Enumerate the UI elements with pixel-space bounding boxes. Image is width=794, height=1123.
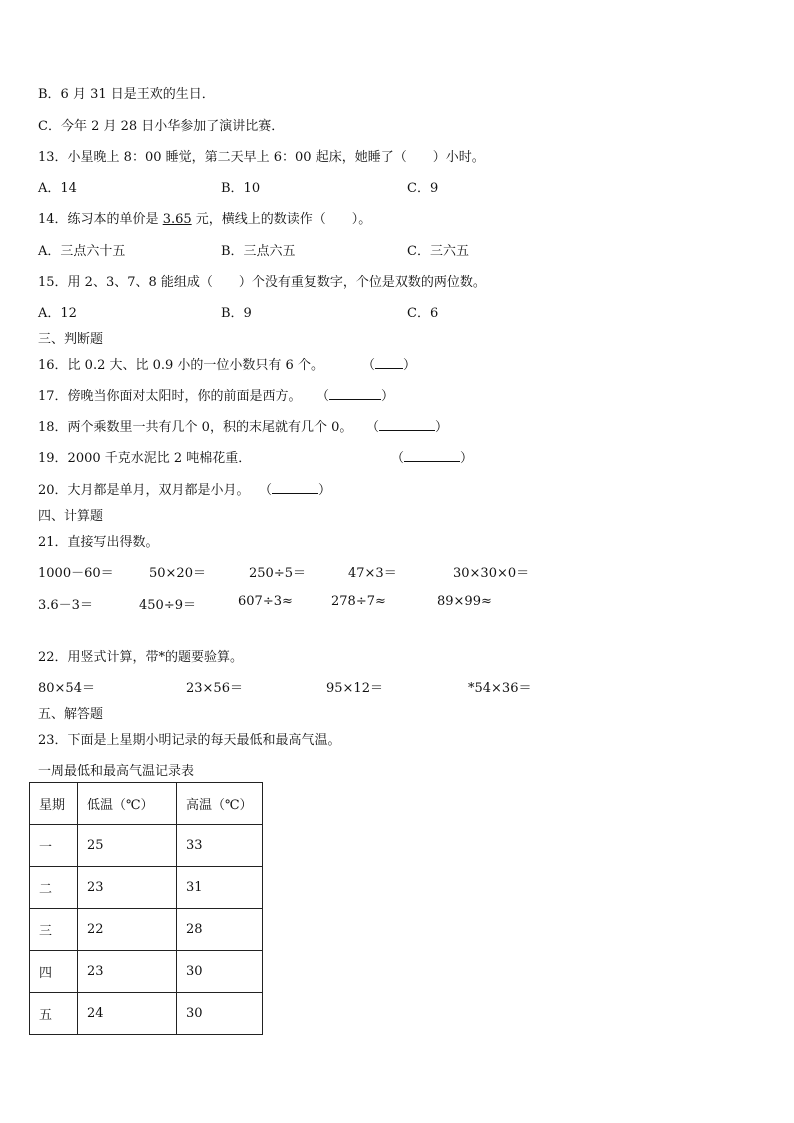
q21-text: 21．直接写出得数。 — [38, 535, 159, 550]
table-cell-day: 三 — [30, 909, 78, 951]
close-paren: ） — [318, 483, 332, 498]
table-header-cell: 低温（℃） — [78, 783, 177, 825]
table-title: 一周最低和最高气温记录表 — [38, 764, 195, 779]
section-4-heading: 四、计算题 — [38, 509, 104, 524]
section-3-heading: 三、判断题 — [38, 332, 104, 347]
q14-underlined-number: 3.65 — [162, 212, 192, 227]
close-paren: ） — [460, 451, 474, 466]
q16-text: 16．比 0.2 大、比 0.9 小的一位小数只有 6 个。 — [38, 358, 324, 373]
calc21-item: 47×3＝ — [348, 566, 397, 581]
close-paren: ） — [403, 358, 417, 373]
table-cell-low: 25 — [78, 825, 177, 867]
q14-text-end: 元，横线上的数读作（ ）。 — [191, 212, 372, 227]
calc21-item: 3.6－3＝ — [38, 598, 93, 613]
calc22-item: 80×54＝ — [38, 681, 95, 696]
calc21-item: 89×99≈ — [437, 594, 492, 609]
q15-option-a: A．12 — [38, 306, 77, 321]
table-cell-low: 24 — [78, 993, 177, 1035]
q15-option-c: C．6 — [407, 306, 439, 321]
q13-text: 13．小星晚上 8：00 睡觉，第二天早上 6：00 起床，她睡了（ ）小时。 — [38, 150, 485, 165]
q14-text — [38, 208, 371, 227]
calc21-item: 450÷9＝ — [139, 598, 196, 613]
q17-text: 17．傍晚当你面对太阳时，你的前面是西方。 — [38, 389, 302, 404]
open-paren: （ — [316, 389, 330, 404]
table-cell-high: 33 — [177, 825, 263, 867]
calc21-item: 250÷5＝ — [249, 566, 306, 581]
open-paren: （ — [362, 358, 376, 373]
q17-answer-blank[interactable] — [316, 385, 394, 404]
table-row — [30, 993, 263, 1035]
table-header-row — [30, 783, 263, 825]
table-row — [30, 951, 263, 993]
table-cell-low: 23 — [78, 867, 177, 909]
q13-option-c: C．9 — [407, 181, 439, 196]
table-cell-day: 四 — [30, 951, 78, 993]
calc21-item: 30×30×0＝ — [453, 566, 530, 581]
table-cell-day: 一 — [30, 825, 78, 867]
q12-option-b: B．6 月 31 日是王欢的生日． — [38, 87, 215, 102]
open-paren: （ — [259, 483, 273, 498]
temperature-table — [29, 782, 263, 1035]
close-paren: ） — [381, 389, 395, 404]
table-cell-day: 二 — [30, 867, 78, 909]
answer-underline — [272, 481, 318, 494]
table-cell-high: 30 — [177, 951, 263, 993]
q14-text-start: 14．练习本的单价是 — [38, 212, 163, 227]
calc21-item: 1000－60＝ — [38, 566, 114, 581]
q18-answer-blank[interactable] — [366, 416, 448, 435]
q15-text: 15．用 2、3、7、8 能组成（ ）个没有重复数字，个位是双数的两位数。 — [38, 275, 486, 290]
close-paren: ） — [435, 420, 449, 435]
table-cell-high: 30 — [177, 993, 263, 1035]
q23-text: 23．下面是上星期小明记录的每天最低和最高气温。 — [38, 733, 341, 748]
table-cell-low: 22 — [78, 909, 177, 951]
table-cell-low: 23 — [78, 951, 177, 993]
table-cell-high: 31 — [177, 867, 263, 909]
calc21-item: 278÷7≈ — [331, 594, 386, 609]
section-5-heading: 五、解答题 — [38, 707, 104, 722]
table-row — [30, 867, 263, 909]
q13-option-b: B．10 — [221, 181, 261, 196]
q19-text: 19．2000 千克水泥比 2 吨棉花重． — [38, 451, 252, 466]
table-row — [30, 825, 263, 867]
calc22-item: *54×36＝ — [468, 681, 532, 696]
table-cell-day: 五 — [30, 993, 78, 1035]
answer-underline — [379, 418, 435, 431]
open-paren: （ — [366, 420, 380, 435]
table-header-cell: 高温（℃） — [177, 783, 263, 825]
q13-option-a: A．14 — [38, 181, 77, 196]
calc22-item: 23×56＝ — [186, 681, 243, 696]
table-header-cell: 星期 — [30, 783, 78, 825]
q16-answer-blank[interactable] — [362, 354, 416, 373]
table-cell-high: 28 — [177, 909, 263, 951]
answer-underline — [404, 449, 460, 462]
answer-underline — [329, 387, 381, 400]
q20-answer-blank[interactable] — [259, 479, 331, 498]
q15-option-b: B．9 — [221, 306, 252, 321]
q12-option-c: C．今年 2 月 28 日小华参加了演讲比赛． — [38, 119, 285, 134]
q19-answer-blank[interactable] — [391, 447, 473, 466]
open-paren: （ — [391, 451, 405, 466]
q18-text: 18．两个乘数里一共有几个 0，积的末尾就有几个 0。 — [38, 420, 353, 435]
answer-underline — [375, 356, 403, 369]
q14-option-c: C．三六五 — [407, 244, 469, 259]
calc21-item: 50×20＝ — [149, 566, 206, 581]
q20-text: 20．大月都是单月，双月都是小月。 — [38, 483, 250, 498]
table-row — [30, 909, 263, 951]
q22-text: 22．用竖式计算，带*的题要验算。 — [38, 650, 244, 665]
q14-option-b: B．三点六五 — [221, 244, 296, 259]
calc21-item: 607÷3≈ — [238, 594, 293, 609]
calc22-item: 95×12＝ — [326, 681, 383, 696]
q14-option-a: A．三点六十五 — [38, 244, 126, 259]
